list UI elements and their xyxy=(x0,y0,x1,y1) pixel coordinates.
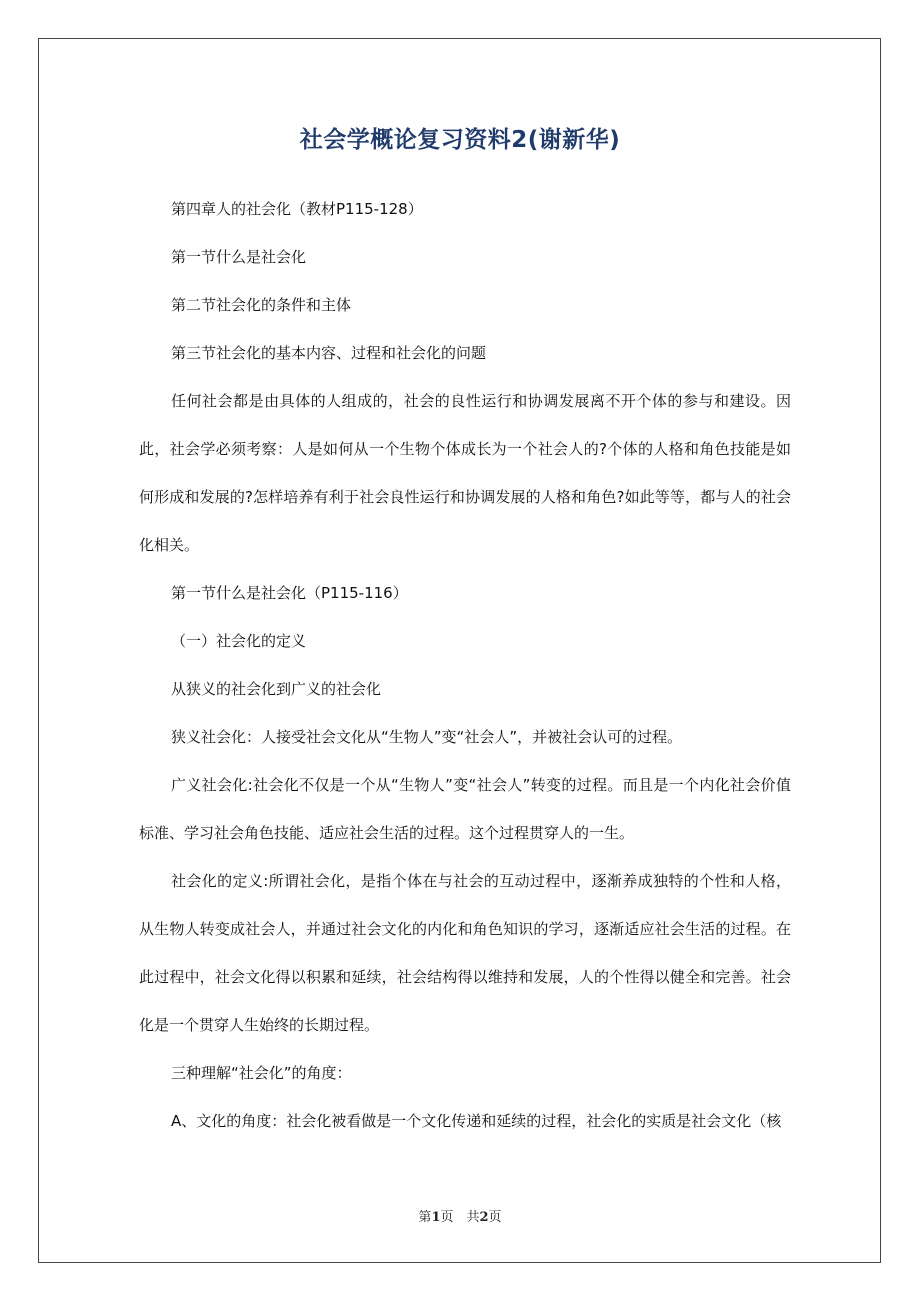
paragraph: 任何社会都是由具体的人组成的，社会的良性运行和协调发展离不开个体的参与和建设。因此，社会学必须考察：人是如何从一个生物个体成长为一个社会人的?个体的人格和角色技能是如何形成和发展的?怎样培养有利于社会良性运行和协调发展的人格和角色?如此等等，都与人的社会化相关。 xyxy=(139,392,791,554)
paragraph: 第一节什么是社会化（P115-116） xyxy=(171,584,408,602)
footer-mid: 页 共 xyxy=(440,1210,480,1225)
paragraph: 广义社会化:社会化不仅是一个从“生物人”变“社会人”转变的过程。而且是一个内化社会价值标准、学习社会角色技能、适应社会生活的过程。这个过程贯穿人的一生。 xyxy=(139,776,791,842)
current-page-number: 1 xyxy=(431,1210,441,1225)
footer-prefix: 第 xyxy=(418,1210,432,1225)
footer-suffix: 页 xyxy=(488,1210,502,1225)
paragraph: 第二节社会化的条件和主体 xyxy=(171,296,352,314)
document-title: 社会学概论复习资料2(谢新华) xyxy=(299,127,621,153)
document-body xyxy=(139,185,791,1145)
paragraph: 狭义社会化：人接受社会文化从“生物人”变“社会人”，并被社会认可的过程。 xyxy=(171,728,683,746)
paragraph: 第三节社会化的基本内容、过程和社会化的问题 xyxy=(171,344,487,362)
paragraph: 第四章人的社会化（教材P115-128） xyxy=(171,200,423,218)
paragraph: 三种理解“社会化”的角度： xyxy=(171,1064,352,1082)
paragraph: 从狭义的社会化到广义的社会化 xyxy=(171,680,382,698)
paragraph: 第一节什么是社会化 xyxy=(171,248,307,266)
page-footer xyxy=(0,1206,920,1225)
paragraph: 社会化的定义:所谓社会化，是指个体在与社会的互动过程中，逐渐养成独特的个性和人格，从生物人转变成社会人，并通过社会文化的内化和角色知识的学习，逐渐适应社会生活的过程。在此过程中，社会文化得以积累和延续，社会结构得以维持和发展，人的个性得以健全和完善。社会化是一个贯穿人生始终的长期过程。 xyxy=(139,872,791,1034)
paragraph: A、文化的角度：社会化被看做是一个文化传递和延续的过程，社会化的实质是社会文化（核 xyxy=(171,1112,782,1130)
paragraph: （一）社会化的定义 xyxy=(171,632,307,650)
total-pages-number: 2 xyxy=(479,1210,489,1225)
